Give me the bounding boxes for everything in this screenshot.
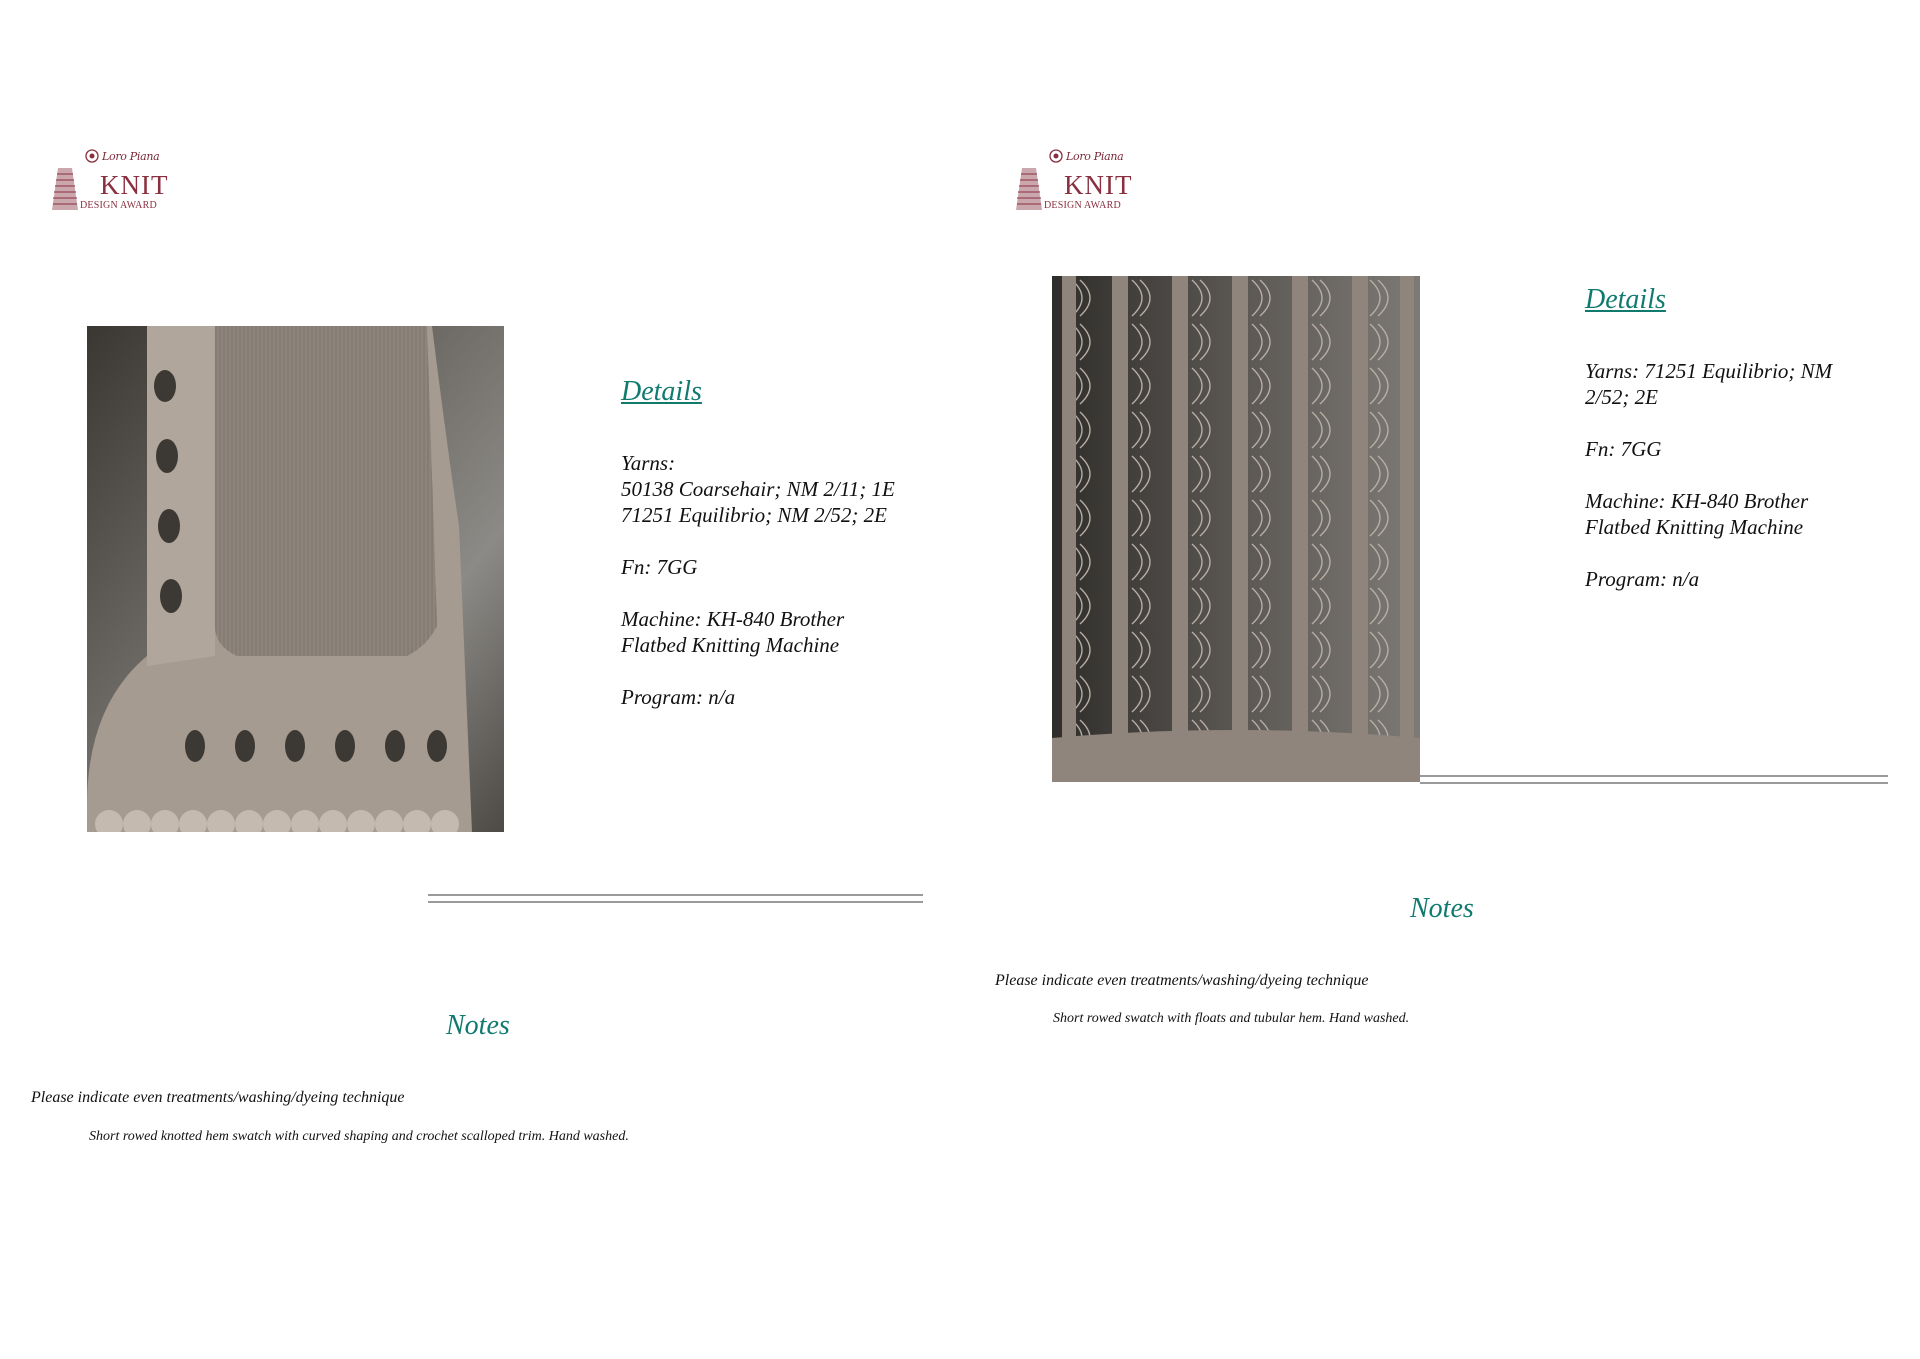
notes-text: Short rowed swatch with floats and tubular hem. Hand washed. [1053,1011,1410,1026]
crest-icon [1048,148,1064,164]
machine-line: Flatbed Knitting Machine [1585,515,1804,539]
notes-heading: Notes [446,1010,510,1041]
notes-heading: Notes [1410,893,1474,924]
knit-design-award-logo [44,148,184,218]
knit-design-award-logo [1008,148,1148,218]
details-body [1585,358,1885,618]
machine-line: Flatbed Knitting Machine [621,633,840,657]
fineness: Fn: 7GG [1585,437,1662,461]
machine-line: Machine: KH-840 Brother [621,607,845,631]
notes-instruction: Please indicate even treatments/washing/dyeing technique [31,1089,405,1106]
yarn-cone-icon [50,164,80,212]
yarns-label: Yarns: [621,451,676,475]
logo-subtitle: DESIGN AWARD [80,200,157,211]
fineness: Fn: 7GG [621,555,698,579]
details-heading: Details [1585,284,1666,315]
yarn-cone-icon [1014,164,1044,212]
divider-rule [428,894,923,903]
logo-title: KNIT [1064,170,1133,200]
notes-text: Short rowed knotted hem swatch with curved shaping and crochet scalloped trim. Hand washed. [89,1129,629,1144]
logo-subtitle: DESIGN AWARD [1044,200,1121,211]
divider-rule [1420,775,1888,784]
details-heading: Details [621,376,702,407]
machine-line: Machine: KH-840 Brother [1585,489,1809,513]
details-body [621,450,941,736]
logo-title: KNIT [100,170,169,200]
swatch-photo-floats [1052,276,1420,782]
crest-icon [84,148,100,164]
logo-brand: Loro Piana [102,150,160,163]
program: Program: n/a [1585,567,1700,591]
yarns-line: 71251 Equilibrio; NM 2/52; 2E [621,503,887,527]
notes-instruction: Please indicate even treatments/washing/dyeing technique [995,972,1369,989]
yarns-line: Yarns: 71251 Equilibrio; NM [1585,359,1833,383]
yarns-line: 50138 Coarsehair; NM 2/11; 1E [621,477,895,501]
program: Program: n/a [621,685,736,709]
yarns-line: 2/52; 2E [1585,385,1658,409]
swatch-photo-knotted-hem [87,326,504,832]
logo-brand: Loro Piana [1066,150,1124,163]
document-page-right [960,0,1920,1359]
